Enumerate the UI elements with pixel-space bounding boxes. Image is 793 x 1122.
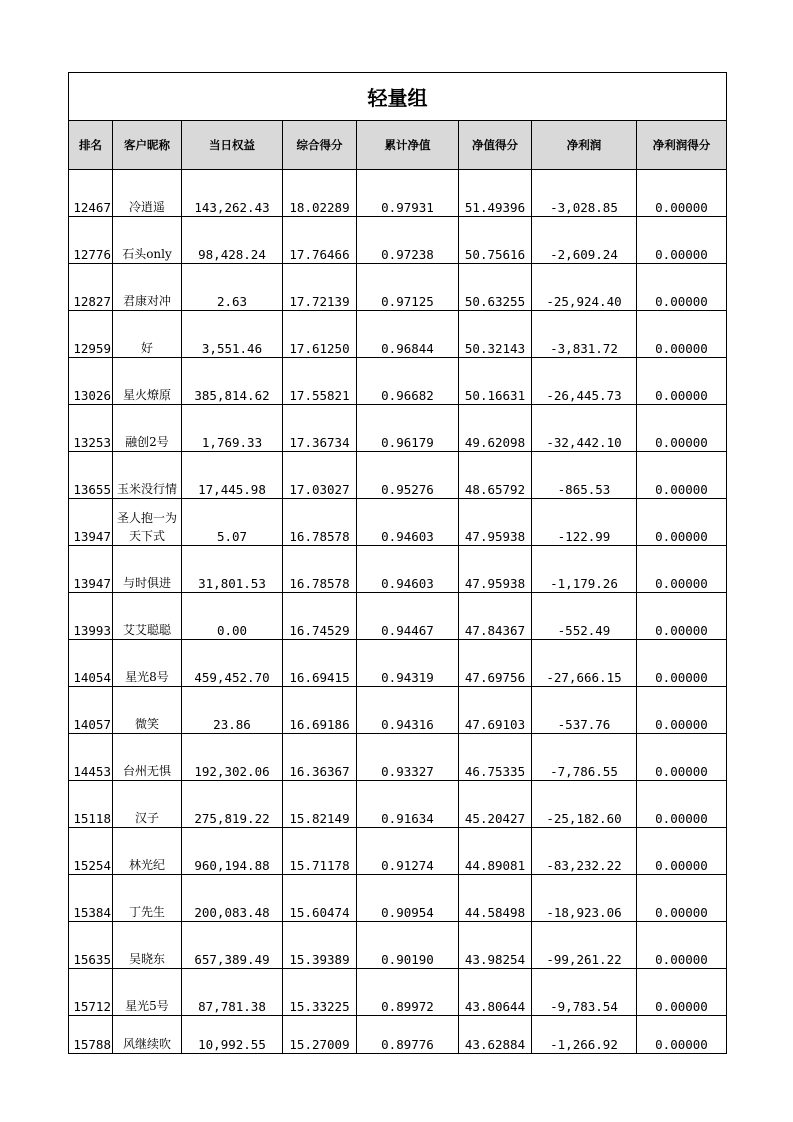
cumulative-nav-cell: 0.94467	[357, 593, 459, 640]
nickname-cell: 冷逍遥	[113, 170, 182, 217]
profit-score-cell: 0.00000	[637, 264, 727, 311]
table-row	[69, 405, 727, 452]
col-header-cumulative-nav: 累计净值	[357, 121, 459, 170]
nickname-cell: 林光纪	[113, 828, 182, 875]
rank-cell: 12827	[69, 264, 113, 311]
equity-cell: 143,262.43	[182, 170, 283, 217]
rank-cell: 12776	[69, 217, 113, 264]
profit-score-cell: 0.00000	[637, 452, 727, 499]
equity-cell: 0.00	[182, 593, 283, 640]
cumulative-nav-cell: 0.94603	[357, 499, 459, 546]
total-score-cell: 17.36734	[283, 405, 357, 452]
table-row	[69, 640, 727, 687]
nav-score-cell: 47.95938	[459, 499, 532, 546]
table-row	[69, 969, 727, 1016]
rank-cell: 13947	[69, 546, 113, 593]
profit-score-cell: 0.00000	[637, 922, 727, 969]
net-profit-cell: -3,831.72	[532, 311, 637, 358]
total-score-cell: 16.69415	[283, 640, 357, 687]
col-header-net-profit: 净利润	[532, 121, 637, 170]
nickname-cell: 圣人抱一为天下式	[113, 499, 182, 546]
table-row	[69, 922, 727, 969]
nav-score-cell: 47.69103	[459, 687, 532, 734]
nickname-cell: 吴晓东	[113, 922, 182, 969]
profit-score-cell: 0.00000	[637, 593, 727, 640]
table-row	[69, 734, 727, 781]
net-profit-cell: -18,923.06	[532, 875, 637, 922]
profit-score-cell: 0.00000	[637, 828, 727, 875]
equity-cell: 98,428.24	[182, 217, 283, 264]
profit-score-cell: 0.00000	[637, 405, 727, 452]
total-score-cell: 17.76466	[283, 217, 357, 264]
profit-score-cell: 0.00000	[637, 781, 727, 828]
total-score-cell: 17.72139	[283, 264, 357, 311]
nickname-cell: 与时俱进	[113, 546, 182, 593]
table-row	[69, 828, 727, 875]
cumulative-nav-cell: 0.91634	[357, 781, 459, 828]
total-score-cell: 15.27009	[283, 1016, 357, 1054]
nav-score-cell: 45.20427	[459, 781, 532, 828]
rank-cell: 13947	[69, 499, 113, 546]
cumulative-nav-cell: 0.93327	[357, 734, 459, 781]
nickname-cell: 石头only	[113, 217, 182, 264]
nickname-cell: 君康对冲	[113, 264, 182, 311]
ranking-table	[68, 72, 727, 1054]
total-score-cell: 17.03027	[283, 452, 357, 499]
net-profit-cell: -26,445.73	[532, 358, 637, 405]
equity-cell: 10,992.55	[182, 1016, 283, 1054]
rank-cell: 15384	[69, 875, 113, 922]
nickname-cell: 好	[113, 311, 182, 358]
equity-cell: 192,302.06	[182, 734, 283, 781]
table-row	[69, 452, 727, 499]
total-score-cell: 15.39389	[283, 922, 357, 969]
rank-cell: 14453	[69, 734, 113, 781]
equity-cell: 31,801.53	[182, 546, 283, 593]
equity-cell: 87,781.38	[182, 969, 283, 1016]
net-profit-cell: -552.49	[532, 593, 637, 640]
cumulative-nav-cell: 0.94319	[357, 640, 459, 687]
nickname-cell: 微笑	[113, 687, 182, 734]
total-score-cell: 17.55821	[283, 358, 357, 405]
nav-score-cell: 47.69756	[459, 640, 532, 687]
profit-score-cell: 0.00000	[637, 734, 727, 781]
net-profit-cell: -99,261.22	[532, 922, 637, 969]
equity-cell: 960,194.88	[182, 828, 283, 875]
cumulative-nav-cell: 0.89972	[357, 969, 459, 1016]
nav-score-cell: 50.16631	[459, 358, 532, 405]
net-profit-cell: -122.99	[532, 499, 637, 546]
total-score-cell: 16.78578	[283, 546, 357, 593]
cumulative-nav-cell: 0.89776	[357, 1016, 459, 1054]
net-profit-cell: -537.76	[532, 687, 637, 734]
profit-score-cell: 0.00000	[637, 875, 727, 922]
equity-cell: 17,445.98	[182, 452, 283, 499]
nav-score-cell: 44.58498	[459, 875, 532, 922]
total-score-cell: 16.36367	[283, 734, 357, 781]
total-score-cell: 15.71178	[283, 828, 357, 875]
equity-cell: 3,551.46	[182, 311, 283, 358]
net-profit-cell: -7,786.55	[532, 734, 637, 781]
cumulative-nav-cell: 0.95276	[357, 452, 459, 499]
profit-score-cell: 0.00000	[637, 1016, 727, 1054]
table-row	[69, 781, 727, 828]
nav-score-cell: 43.98254	[459, 922, 532, 969]
profit-score-cell: 0.00000	[637, 687, 727, 734]
net-profit-cell: -2,609.24	[532, 217, 637, 264]
nickname-cell: 丁先生	[113, 875, 182, 922]
nickname-cell: 星光5号	[113, 969, 182, 1016]
net-profit-cell: -25,182.60	[532, 781, 637, 828]
total-score-cell: 16.78578	[283, 499, 357, 546]
rank-cell: 13655	[69, 452, 113, 499]
col-header-total-score: 综合得分	[283, 121, 357, 170]
nav-score-cell: 47.95938	[459, 546, 532, 593]
nav-score-cell: 51.49396	[459, 170, 532, 217]
net-profit-cell: -1,266.92	[532, 1016, 637, 1054]
net-profit-cell: -83,232.22	[532, 828, 637, 875]
rank-cell: 13253	[69, 405, 113, 452]
profit-score-cell: 0.00000	[637, 170, 727, 217]
nickname-cell: 艾艾聪聪	[113, 593, 182, 640]
cumulative-nav-cell: 0.94603	[357, 546, 459, 593]
net-profit-cell: -25,924.40	[532, 264, 637, 311]
nav-score-cell: 43.62884	[459, 1016, 532, 1054]
equity-cell: 459,452.70	[182, 640, 283, 687]
title-row	[69, 73, 727, 121]
table-row	[69, 217, 727, 264]
total-score-cell: 15.60474	[283, 875, 357, 922]
nav-score-cell: 50.63255	[459, 264, 532, 311]
nickname-cell: 台州无惧	[113, 734, 182, 781]
profit-score-cell: 0.00000	[637, 546, 727, 593]
nickname-cell: 星光8号	[113, 640, 182, 687]
net-profit-cell: -1,179.26	[532, 546, 637, 593]
equity-cell: 200,083.48	[182, 875, 283, 922]
equity-cell: 657,389.49	[182, 922, 283, 969]
profit-score-cell: 0.00000	[637, 217, 727, 264]
rank-cell: 15118	[69, 781, 113, 828]
rank-cell: 13026	[69, 358, 113, 405]
nav-score-cell: 47.84367	[459, 593, 532, 640]
col-header-rank: 排名	[69, 121, 113, 170]
cumulative-nav-cell: 0.96179	[357, 405, 459, 452]
col-header-profit-score: 净利润得分	[637, 121, 727, 170]
net-profit-cell: -9,783.54	[532, 969, 637, 1016]
profit-score-cell: 0.00000	[637, 311, 727, 358]
rank-cell: 15712	[69, 969, 113, 1016]
cumulative-nav-cell: 0.97931	[357, 170, 459, 217]
profit-score-cell: 0.00000	[637, 499, 727, 546]
rank-cell: 12467	[69, 170, 113, 217]
net-profit-cell: -27,666.15	[532, 640, 637, 687]
table-row	[69, 499, 727, 546]
total-score-cell: 16.74529	[283, 593, 357, 640]
nav-score-cell: 46.75335	[459, 734, 532, 781]
equity-cell: 2.63	[182, 264, 283, 311]
cumulative-nav-cell: 0.96844	[357, 311, 459, 358]
nav-score-cell: 50.75616	[459, 217, 532, 264]
table-title: 轻量组	[69, 73, 727, 121]
total-score-cell: 15.33225	[283, 969, 357, 1016]
equity-cell: 385,814.62	[182, 358, 283, 405]
col-header-equity: 当日权益	[182, 121, 283, 170]
table-row	[69, 264, 727, 311]
equity-cell: 5.07	[182, 499, 283, 546]
nav-score-cell: 48.65792	[459, 452, 532, 499]
net-profit-cell: -865.53	[532, 452, 637, 499]
header-row	[69, 121, 727, 170]
cumulative-nav-cell: 0.91274	[357, 828, 459, 875]
profit-score-cell: 0.00000	[637, 358, 727, 405]
nickname-cell: 融创2号	[113, 405, 182, 452]
rank-cell: 15788	[69, 1016, 113, 1054]
total-score-cell: 16.69186	[283, 687, 357, 734]
total-score-cell: 18.02289	[283, 170, 357, 217]
table-row	[69, 170, 727, 217]
profit-score-cell: 0.00000	[637, 969, 727, 1016]
rank-cell: 12959	[69, 311, 113, 358]
table-row	[69, 358, 727, 405]
nav-score-cell: 44.89081	[459, 828, 532, 875]
equity-cell: 275,819.22	[182, 781, 283, 828]
nickname-cell: 汉子	[113, 781, 182, 828]
total-score-cell: 15.82149	[283, 781, 357, 828]
nickname-cell: 风继续吹	[113, 1016, 182, 1054]
table-row	[69, 593, 727, 640]
table-row	[69, 546, 727, 593]
equity-cell: 1,769.33	[182, 405, 283, 452]
nav-score-cell: 43.80644	[459, 969, 532, 1016]
table-row	[69, 687, 727, 734]
nav-score-cell: 50.32143	[459, 311, 532, 358]
col-header-nickname: 客户昵称	[113, 121, 182, 170]
col-header-nav-score: 净值得分	[459, 121, 532, 170]
nickname-cell: 星火燎原	[113, 358, 182, 405]
cumulative-nav-cell: 0.97125	[357, 264, 459, 311]
nickname-cell: 玉米没行情	[113, 452, 182, 499]
equity-cell: 23.86	[182, 687, 283, 734]
table-row	[69, 311, 727, 358]
cumulative-nav-cell: 0.96682	[357, 358, 459, 405]
rank-cell: 15635	[69, 922, 113, 969]
cumulative-nav-cell: 0.90190	[357, 922, 459, 969]
table-row	[69, 1016, 727, 1054]
table-row	[69, 875, 727, 922]
net-profit-cell: -3,028.85	[532, 170, 637, 217]
rank-cell: 15254	[69, 828, 113, 875]
total-score-cell: 17.61250	[283, 311, 357, 358]
rank-cell: 14054	[69, 640, 113, 687]
cumulative-nav-cell: 0.97238	[357, 217, 459, 264]
cumulative-nav-cell: 0.90954	[357, 875, 459, 922]
rank-cell: 13993	[69, 593, 113, 640]
cumulative-nav-cell: 0.94316	[357, 687, 459, 734]
nav-score-cell: 49.62098	[459, 405, 532, 452]
profit-score-cell: 0.00000	[637, 640, 727, 687]
net-profit-cell: -32,442.10	[532, 405, 637, 452]
rank-cell: 14057	[69, 687, 113, 734]
